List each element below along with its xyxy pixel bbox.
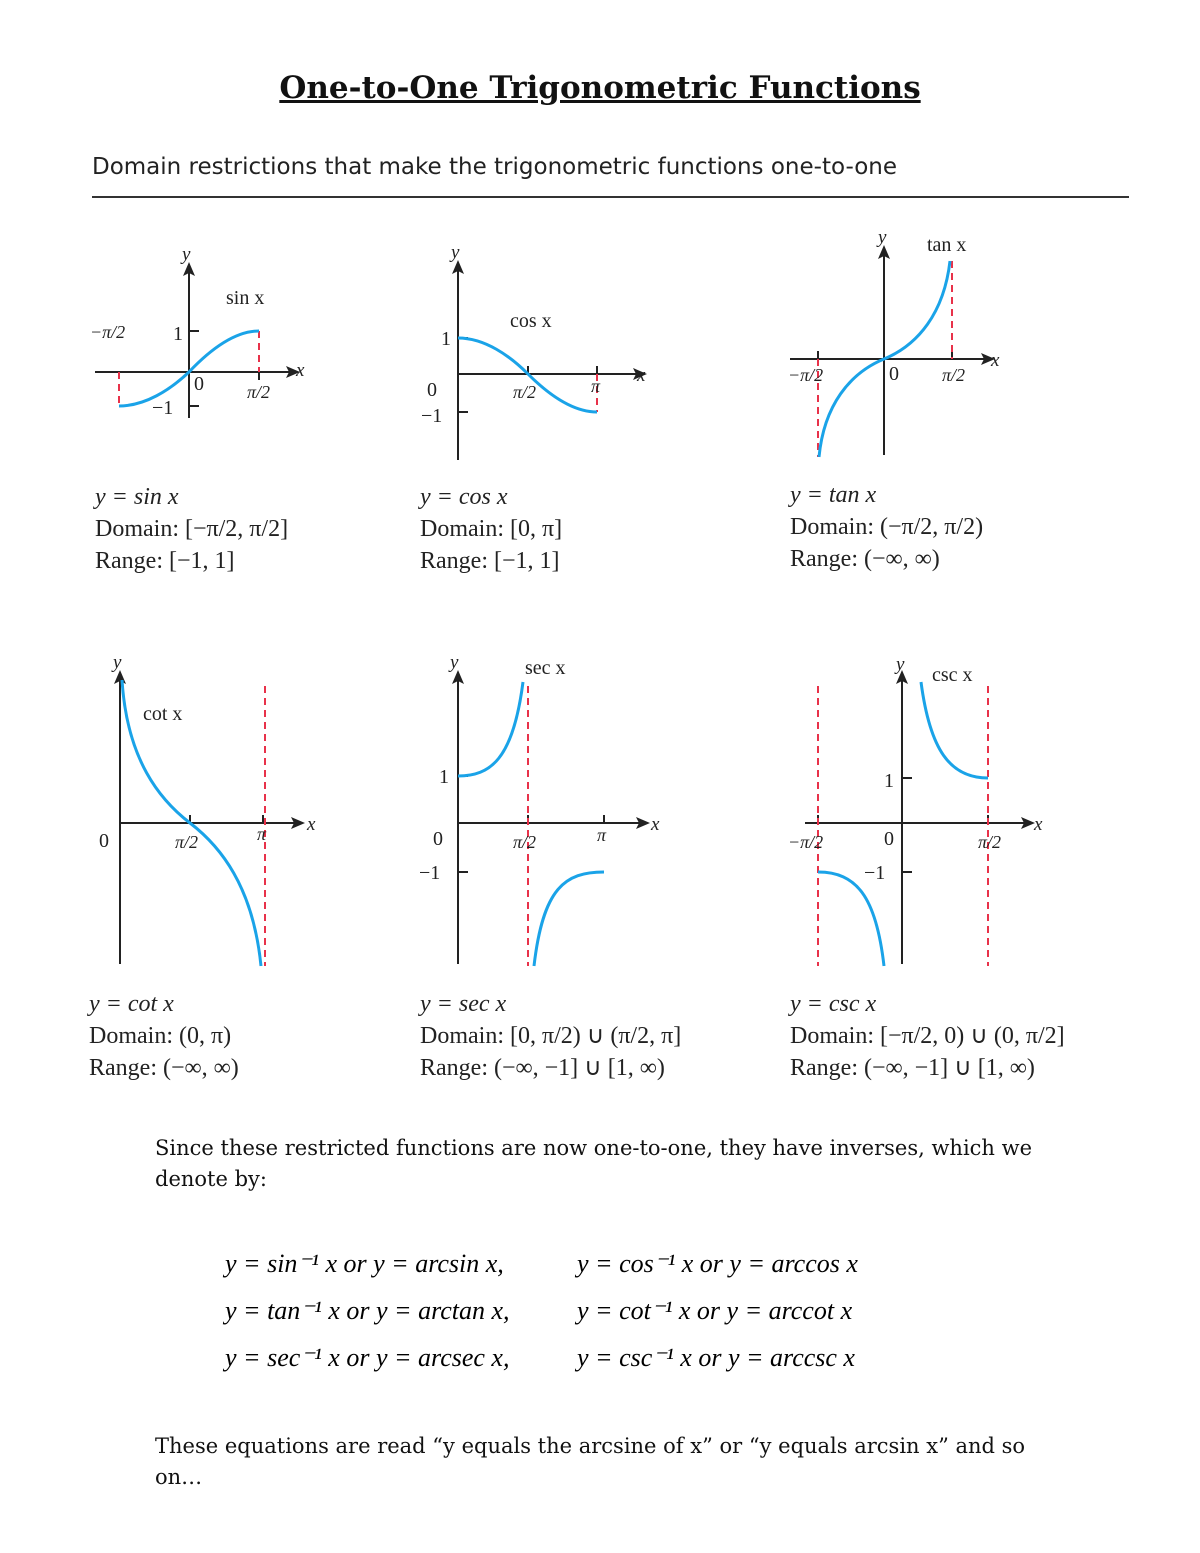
cos-caption <box>420 481 562 577</box>
sin-graph <box>90 240 330 440</box>
caption-equation: y = tan x <box>790 482 877 508</box>
inverse-cos-equation: y = cos⁻¹ x or y = arccos x <box>577 1249 858 1278</box>
tick-label: −1 <box>419 862 441 884</box>
x-axis-label: x <box>307 814 316 835</box>
tick-label: π/2 <box>978 832 1002 852</box>
tick-label: π/2 <box>513 832 537 852</box>
inverse-sin-equation: y = sin⁻¹ x or y = arcsin x, <box>225 1249 504 1278</box>
caption-equation: y = sec x <box>420 991 507 1017</box>
divider <box>92 196 1129 198</box>
y-axis-label: y <box>896 654 905 675</box>
curve-label: csc x <box>932 664 973 686</box>
x-axis-label: x <box>1034 814 1043 835</box>
caption-range: Range: [−1, 1] <box>420 548 560 574</box>
y-axis-label: y <box>450 652 459 673</box>
inverse-tan-equation: y = tan⁻¹ x or y = arctan x, <box>225 1296 510 1325</box>
equation-row <box>225 1240 858 1287</box>
tick-label: π <box>591 376 601 396</box>
x-axis-label: x <box>296 360 305 381</box>
x-axis-label: x <box>991 350 1000 371</box>
inverse-cot-equation: y = cot⁻¹ x or y = arccot x <box>577 1296 853 1325</box>
curve-label: sin x <box>226 287 265 309</box>
closing-paragraph: These equations are read “y equals the arcsine of x” or “y equals arcsin x” and so on… <box>155 1434 1026 1489</box>
sec-curve <box>534 872 604 966</box>
curve-label: cos x <box>510 310 552 332</box>
y-axis-label: y <box>113 652 122 673</box>
csc-graph <box>780 650 1055 970</box>
y-axis-label: y <box>878 227 887 248</box>
caption-domain: Domain: [−π/2, 0) ∪ (0, π/2] <box>790 1023 1065 1049</box>
tick-label: −π/2 <box>788 832 824 852</box>
caption-equation: y = cos x <box>420 484 508 510</box>
caption-equation: y = csc x <box>790 991 877 1017</box>
caption-domain: Domain: (−π/2, π/2) <box>790 514 984 540</box>
csc-caption <box>790 988 1065 1084</box>
tick-label: −1 <box>864 862 886 884</box>
cot-graph <box>85 650 335 970</box>
tick-label: π/2 <box>942 365 966 385</box>
tick-label: π/2 <box>247 382 271 402</box>
caption-equation: y = cot x <box>89 991 174 1017</box>
sec-curve <box>458 682 523 776</box>
curve-label: tan x <box>927 234 967 256</box>
curve-label: sec x <box>525 657 566 679</box>
sec-axes <box>458 680 640 964</box>
section-subtitle: Domain restrictions that make the trigonometric functions one-to-one <box>92 154 897 180</box>
caption-range: Range: (−∞, −1] ∪ [1, ∞) <box>790 1055 1035 1081</box>
origin-label: 0 <box>889 363 899 385</box>
csc-axes <box>805 680 1025 964</box>
tick-label: 1 <box>441 328 451 350</box>
caption-domain: Domain: [−π/2, π/2] <box>95 516 289 542</box>
tick-label: −1 <box>421 405 443 427</box>
tick-label: π/2 <box>513 382 537 402</box>
origin-label: 0 <box>194 373 204 395</box>
tick-label: 1 <box>884 770 894 792</box>
equation-row <box>225 1334 858 1381</box>
caption-range: Range: (−∞, ∞) <box>89 1055 239 1081</box>
curve-label: cot x <box>143 703 183 725</box>
inverse-sec-equation: y = sec⁻¹ x or y = arcsec x, <box>225 1343 510 1372</box>
inverse-equations <box>225 1240 858 1381</box>
page-title: One-to-One Trigonometric Functions <box>279 70 921 106</box>
tick-label: −π/2 <box>90 322 126 342</box>
caption-domain: Domain: [0, π] <box>420 516 563 542</box>
origin-label: 0 <box>433 828 443 850</box>
tick-label: −1 <box>152 397 174 419</box>
tan-graph <box>780 225 1040 465</box>
sec-caption <box>420 988 681 1084</box>
equation-row <box>225 1287 858 1334</box>
cot-caption <box>89 988 239 1084</box>
y-axis-label: y <box>451 242 460 263</box>
tick-label: π/2 <box>175 832 199 852</box>
sec-graph <box>415 650 675 970</box>
x-axis-label: x <box>651 814 660 835</box>
tan-caption <box>790 479 983 575</box>
caption-range: Range: (−∞, ∞) <box>790 546 940 572</box>
csc-curve <box>818 872 884 966</box>
origin-label: 0 <box>99 830 109 852</box>
tick-label: π <box>597 825 607 845</box>
tick-label: π <box>257 824 267 844</box>
sin-caption <box>95 481 288 577</box>
cos-graph <box>415 240 665 470</box>
tick-label: −π/2 <box>788 365 824 385</box>
tick-label: 1 <box>173 323 183 345</box>
intro-paragraph: Since these restricted functions are now one-to-one, they have inverses, which we denote by: <box>155 1136 1033 1191</box>
tan-axes <box>790 255 985 455</box>
caption-range: Range: [−1, 1] <box>95 548 235 574</box>
y-axis-label: y <box>182 244 191 265</box>
cos-axes <box>458 270 637 460</box>
caption-domain: Domain: (0, π) <box>89 1023 232 1049</box>
caption-equation: y = sin x <box>95 484 179 510</box>
caption-range: Range: (−∞, −1] ∪ [1, ∞) <box>420 1055 665 1081</box>
inverse-csc-equation: y = csc⁻¹ x or y = arccsc x <box>577 1343 855 1372</box>
x-axis-label: x <box>637 365 646 386</box>
caption-domain: Domain: [0, π/2) ∪ (π/2, π] <box>420 1023 682 1049</box>
origin-label: 0 <box>427 379 437 401</box>
origin-label: 0 <box>884 828 894 850</box>
csc-curve <box>921 682 988 778</box>
tick-label: 1 <box>439 766 449 788</box>
